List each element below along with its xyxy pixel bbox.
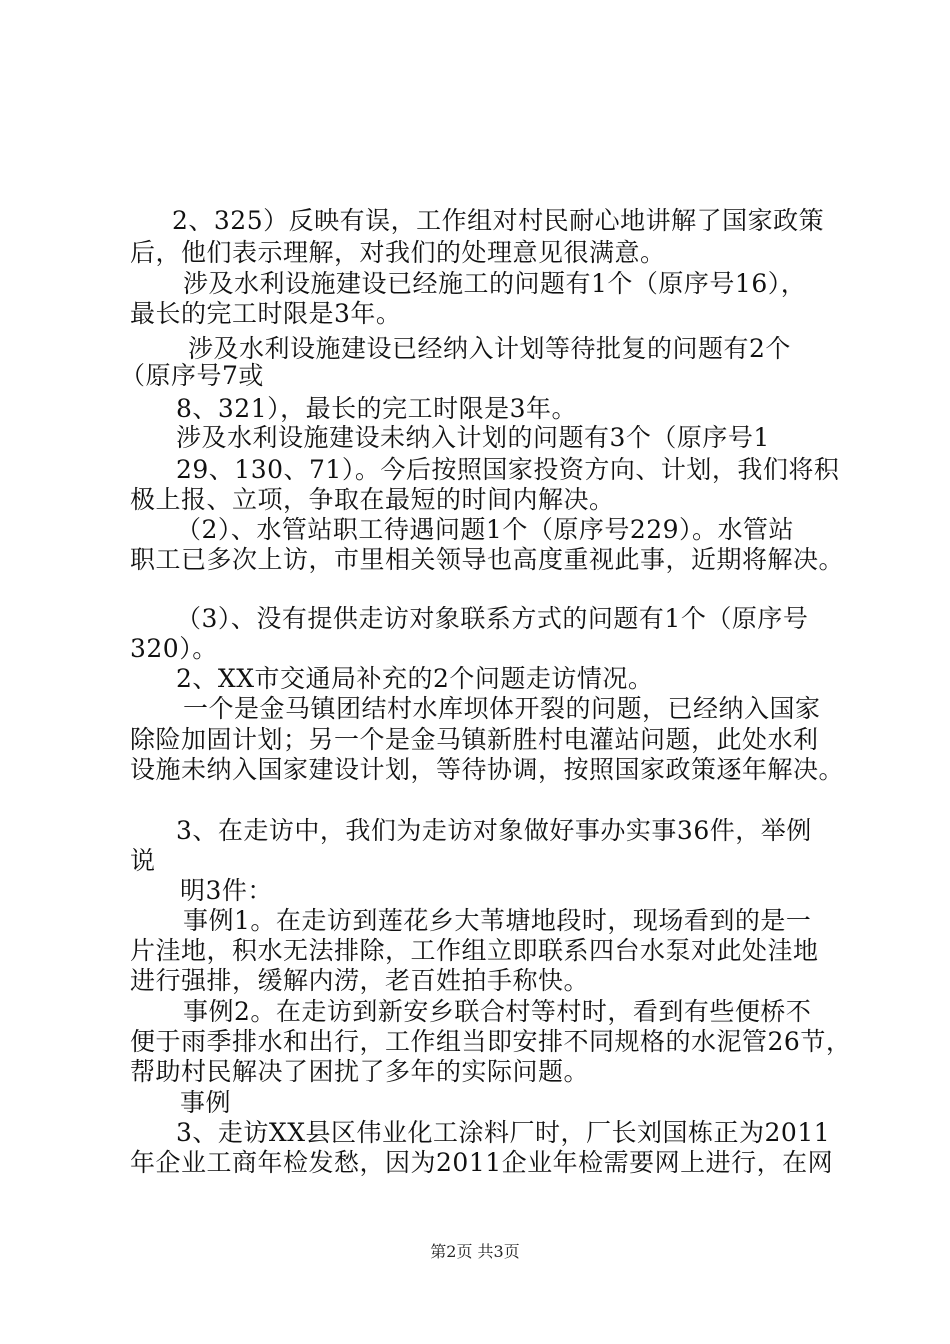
text-line: 8、321），最长的完工时限是3年。 bbox=[176, 394, 578, 423]
text-line: 后，他们表示理解，对我们的处理意见很满意。 bbox=[130, 238, 666, 267]
text-line: 3、在走访中，我们为走访对象做好事办实事36件，举例 bbox=[176, 816, 812, 845]
text-line: 进行强排，缓解内涝，老百姓拍手称快。 bbox=[130, 966, 590, 995]
text-line: 年企业工商年检发愁，因为2011企业年检需要网上进行，在网 bbox=[130, 1148, 834, 1177]
text-line: 涉及水利设施建设未纳入计划的问题有3个（原序号1 bbox=[176, 423, 770, 452]
text-line: 片洼地，积水无法排除，工作组立即联系四台水泵对此处洼地 bbox=[130, 936, 819, 965]
text-line: 最长的完工时限是3年。 bbox=[130, 299, 402, 328]
text-line: 涉及水利设施建设已经施工的问题有1个（原序号16）， bbox=[183, 269, 807, 298]
text-line: 职工已多次上访，市里相关领导也高度重视此事，近期将解决。 bbox=[130, 545, 845, 574]
text-line: 便于雨季排水和出行，工作组当即安排不同规格的水泥管26节， bbox=[130, 1027, 852, 1056]
text-line: 极上报、立项，争取在最短的时间内解决。 bbox=[130, 485, 615, 514]
text-line: 2、325）反映有误，工作组对村民耐心地讲解了国家政策 bbox=[172, 206, 825, 235]
text-line: 事例1。在走访到莲花乡大苇塘地段时，现场看到的是一 bbox=[183, 906, 812, 935]
text-line: 涉及水利设施建设已经纳入计划等待批复的问题有2个 bbox=[188, 334, 791, 363]
text-line: 一个是金马镇团结村水库坝体开裂的问题，已经纳入国家 bbox=[183, 694, 821, 723]
text-line: （3）、没有提供走访对象联系方式的问题有1个（原序号 bbox=[176, 604, 809, 633]
text-line: 29、130、71）。今后按照国家投资方向、计划，我们将积 bbox=[176, 455, 840, 484]
text-line: 说 bbox=[130, 846, 156, 875]
text-line: 320）。 bbox=[130, 634, 218, 663]
text-line: 3、走访XX县区伟业化工涂料厂时，厂长刘国栋正为2011 bbox=[176, 1118, 831, 1147]
text-line: 事例 bbox=[180, 1088, 232, 1117]
text-line: 除险加固计划；另一个是金马镇新胜村电灌站问题，此处水利 bbox=[130, 725, 819, 754]
page-number-footer: 第2页 共3页 bbox=[430, 1242, 520, 1261]
text-line: 帮助村民解决了困扰了多年的实际问题。 bbox=[130, 1057, 590, 1086]
text-line: 事例2。在走访到新安乡联合村等村时，看到有些便桥不 bbox=[183, 997, 812, 1026]
text-line: （2）、水管站职工待遇问题1个（原序号229）。水管站 bbox=[176, 515, 795, 544]
text-line: （原序号7或 bbox=[120, 361, 264, 390]
text-line: 2、XX市交通局补充的2个问题走访情况。 bbox=[176, 664, 654, 693]
text-line: 设施未纳入国家建设计划，等待协调，按照国家政策逐年解决。 bbox=[130, 755, 845, 784]
text-line: 明3件： bbox=[180, 876, 273, 905]
